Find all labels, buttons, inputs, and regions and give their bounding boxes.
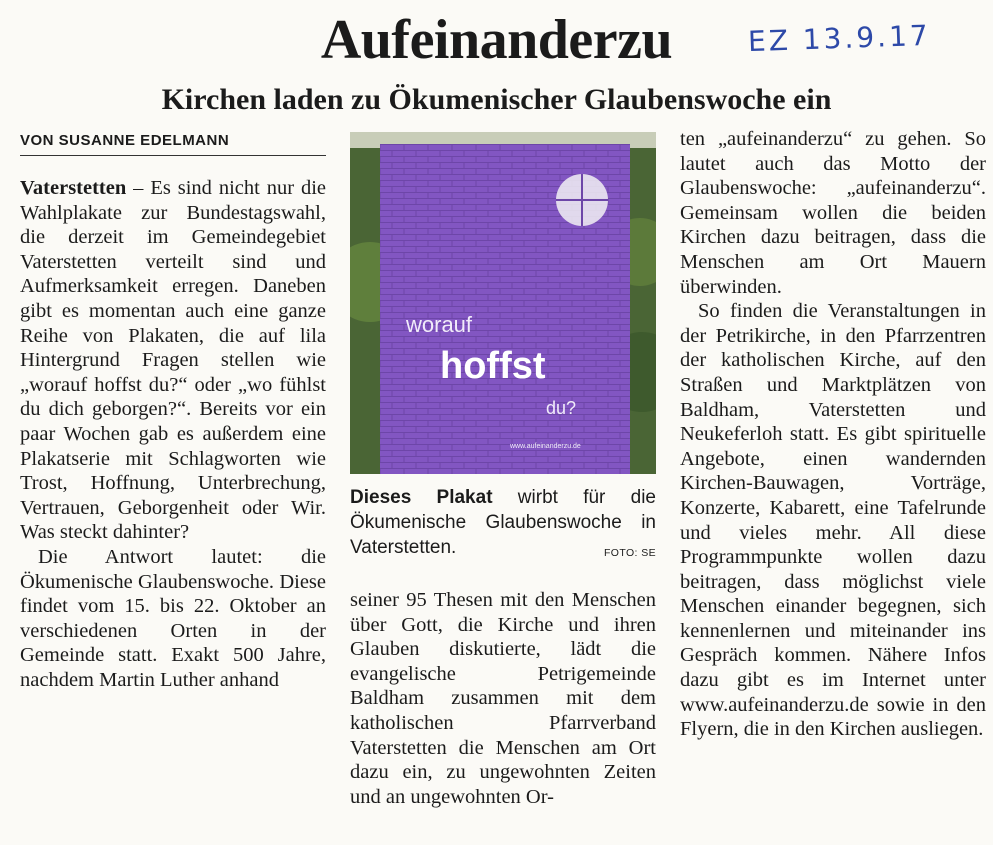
paragraph-1-text: – Es sind nicht nur die Wahlplakate zur Bundestagswahl, die derzeit im Gemeindegebiet Vaterstetten verteilt sind und Aufmerksamkeit erregen. Daneben gibt es momentan auch eine ganze Reihe von Plakaten, die auf lila Hintergrund Fragen stellen wie „worauf hoffst du?“ oder „wo fühlst du dich geborgen?“. Bereits vor ein paar Wochen gab es außerdem eine Plakatserie mit Schlagworten wie Trost, Hoffnung, Unterbrechung, Vertrauen, Geborgenheit oder Wir. Was steckt dahinter? xyxy=(20,177,326,544)
caption-lead: Dieses Plakat xyxy=(350,487,493,508)
paragraph-3: seiner 95 Thesen mit den Menschen über Gott, die Kirche und ihren Glauben diskutierte, lädt die evangelische Petrigemeinde Baldham zusammen mit dem katholischen Pfarrverband Vaterstetten die Menschen am Ort dazu ein, zu ungewohnten Zeiten und an ungewohnten Or- xyxy=(350,589,656,808)
article-column-3 xyxy=(680,127,986,742)
poster-text-line2: hoffst xyxy=(440,345,546,387)
byline-divider xyxy=(20,155,326,156)
article-photo xyxy=(350,132,656,474)
poster-url: www.aufeinanderzu.de xyxy=(510,443,581,450)
poster-text-line1: worauf xyxy=(406,312,473,337)
photo-caption xyxy=(350,485,656,566)
paragraph-5: So finden die Veranstaltungen in der Petrikirche, in den Pfarrzentren der katholischen Kirche, auf den Straßen und Marktplätzen von Baldham, Vaterstetten und Neukeferloh statt. Es gibt spirituelle Angebote, einen wandernden Kirchen-Bauwagen, Vorträge, Konzerte, Kabarett, eine Tafelrunde und vieles mehr. All diese Programmpunkte wollen dazu beitragen, dass möglichst viele Menschen einander begegnen, sich kennenlernen und miteinander ins Gespräch kommen. Nähere Infos dazu gibt es im Internet unter www.aufeinanderzu.de sowie in den Flyern, die in den Kirchen ausliegen. xyxy=(680,300,986,741)
photo-credit: FOTO: SE xyxy=(603,547,656,559)
handwritten-date-note: EZ 13.9.17 xyxy=(747,18,932,59)
paragraph-2: Die Antwort lautet: die Ökumenische Glaubenswoche. Diese findet vom 15. bis 22. Oktober an verschiedenen Orten in der Gemeinde statt. Exakt 500 Jahre, nachdem Martin Luther anhand xyxy=(20,545,326,691)
subheadline: Kirchen laden zu Ökumenischer Glaubenswoche ein xyxy=(161,83,832,116)
paragraph-4: ten „aufeinanderzu“ zu gehen. So lautet auch das Motto der Glaubenswoche: „aufeinanderzu“. Gemeinsam wollen die beiden Kirchen dazu beitragen, dass die Menschen am Ort Mauern überwinden. xyxy=(680,128,986,298)
byline: VON SUSANNE EDELMANN xyxy=(20,132,230,149)
poster-photo-graphic xyxy=(350,132,656,474)
poster-text-line3: du? xyxy=(546,398,577,418)
paragraph-1 xyxy=(20,176,326,545)
dateline: Vaterstetten xyxy=(20,177,127,199)
article-column-2 xyxy=(350,588,656,809)
caption-text: wirbt für die Ökumenische Glaubenswoche in Vaterstetten. xyxy=(350,487,656,558)
headline: Aufeinanderzu xyxy=(320,9,673,71)
article-column-1 xyxy=(20,176,326,692)
